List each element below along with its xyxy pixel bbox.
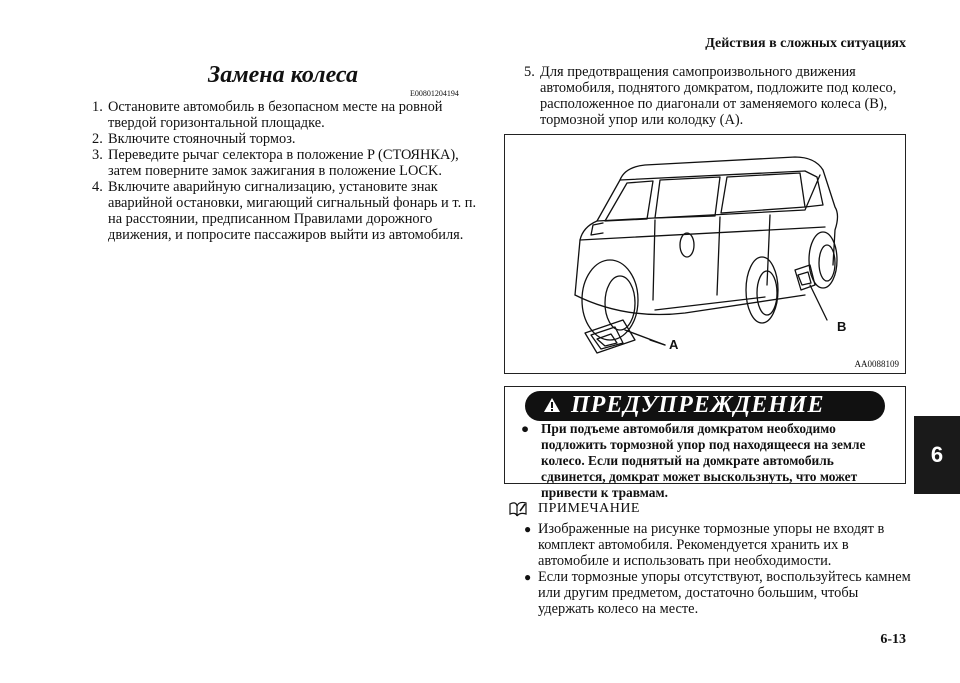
- section-code: E00801204194: [410, 89, 459, 98]
- note-header: [508, 500, 640, 518]
- warning-text: При подъеме автомобиля домкратом необходимо подложить тормозной упор под находящееся на земле колесо. Если поднятый на домкрате автомобиль сдвинется, домкрат может выскользнуть, что может привести к травмам.: [541, 421, 866, 500]
- label-b: B: [837, 319, 847, 334]
- note-list: [524, 521, 914, 617]
- running-header: Действия в сложных ситуациях: [705, 36, 906, 51]
- note-text: Если тормозные упоры отсутствуют, воспользуйтесь камнем или другим предметом, достаточно большим, чтобы удержать колесо на месте.: [538, 569, 911, 617]
- step-item-5: [524, 64, 909, 128]
- procedure-steps: [92, 99, 487, 243]
- warning-triangle-icon: [543, 397, 561, 413]
- step-text: Для предотвращения самопроизвольного движения автомобиля, поднятого домкратом, подложите под колесо, расположенное по диагонали от заменяемого колеса (B), тормозной упор или колодку (A).: [540, 64, 897, 128]
- note-text: Изображенные на рисунке тормозные упоры не входят в комплект автомобиля. Рекомендуется хранить их в автомобиле и использовать при необходимости.: [538, 521, 885, 569]
- note-item: [524, 569, 914, 617]
- page-number: 6-13: [880, 632, 906, 647]
- step-number: 4.: [92, 179, 103, 195]
- chapter-tab: 6: [914, 416, 960, 494]
- step-item: [92, 99, 487, 131]
- note-pencil-icon: [508, 500, 528, 518]
- step-text: Остановите автомобиль в безопасном месте на ровной твердой горизонтальной площадке.: [108, 99, 443, 131]
- warning-header: [525, 391, 885, 421]
- section-title: Замена колеса: [208, 62, 358, 88]
- wheel-chock-illustration: [504, 134, 906, 374]
- bullet-icon: ●: [524, 570, 532, 584]
- label-a: A: [669, 337, 679, 352]
- step-item: [92, 147, 487, 179]
- step-number: 5.: [524, 64, 535, 80]
- warning-title: ПРЕДУПРЕЖДЕНИЕ: [571, 392, 825, 418]
- step-number: 2.: [92, 131, 103, 147]
- bullet-icon: ●: [524, 522, 532, 536]
- figure-code: AA0088109: [854, 359, 899, 369]
- step-number: 1.: [92, 99, 103, 115]
- step-text: Включите стояночный тормоз.: [108, 131, 296, 147]
- warning-box: [504, 386, 906, 500]
- step-item: [92, 179, 487, 243]
- bullet-icon: ●: [521, 421, 530, 436]
- warning-item: [521, 421, 896, 501]
- step-item: [92, 131, 487, 147]
- car-illustration: [505, 135, 905, 373]
- note-label: ПРИМЕЧАНИЕ: [538, 501, 640, 516]
- note-item: [524, 521, 914, 569]
- step-text: Переведите рычаг селектора в положение P (СТОЯНКА), затем поверните замок зажигания в положение LOCK.: [108, 147, 459, 179]
- step-text: Включите аварийную сигнализацию, установите знак аварийной остановки, мигающий сигнальный фонарь и т. п. на расстоянии, предписанном Правилами дорожного движения, и попросите пассажиров выйти из автомобиля.: [108, 179, 477, 243]
- step-number: 3.: [92, 147, 103, 163]
